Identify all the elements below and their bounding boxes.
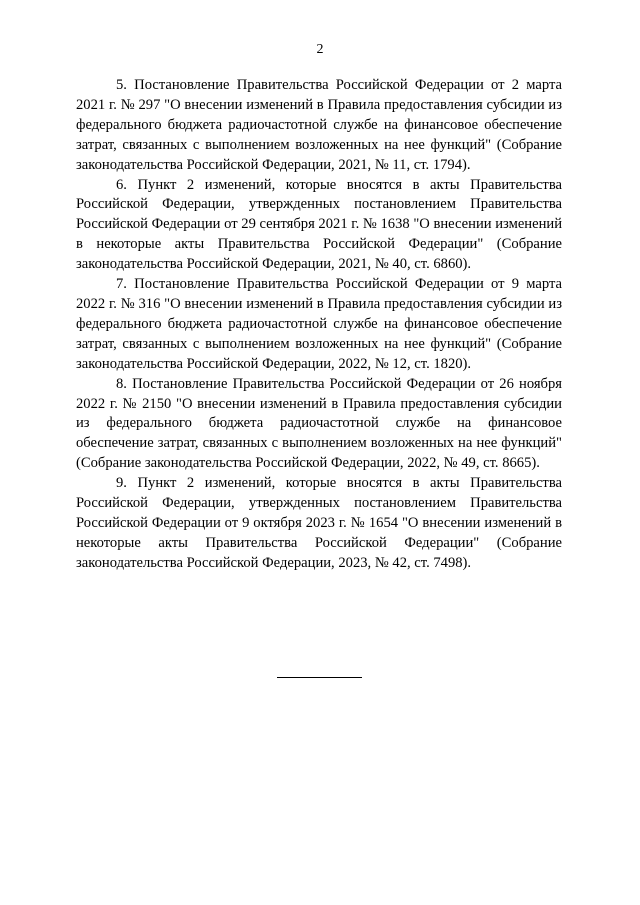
paragraph-item-5: 5. Постановление Правительства Российской Федерации от 2 марта 2021 г. № 297 "О внесении изменений в Правила предоставления субсидии из федерального бюджета радиочастотной службе на финансовое обеспечение затрат, связанных с выполнением возложенных на нее функций" (Собрание законодательства Российской Федерации, 2021, № 11, ст. 1794).: [76, 77, 562, 173]
paragraph-item-8: 8. Постановление Правительства Российской Федерации от 26 ноября 2022 г. № 2150 "О внесении изменений в Правила предоставления субсидии из федерального бюджета радиочастотной службе на финансовое обеспечение затрат, связанных с выполнением возложенных на нее функций" (Собрание законодательства Российской Федерации, 2022, № 49, ст. 8665).: [76, 375, 562, 472]
paragraph-item-9: 9. Пункт 2 изменений, которые вносятся в акты Правительства Российской Федерации, утвержденных постановлением Правительства Российской Федерации от 9 октября 2023 г. № 1654 "О внесении изменений в некоторые акты Правительства Российской Федерации" (Собрание законодательства Российской Федерации, 2023, № 42, ст. 7498).: [76, 475, 562, 571]
end-of-document-rule: [277, 677, 362, 678]
paragraph-item-7: 7. Постановление Правительства Российской Федерации от 9 марта 2022 г. № 316 "О внесении изменений в Правила предоставления субсидии из федерального бюджета радиочастотной службе на финансовое обеспечение затрат, связанных с выполнением возложенных на нее функций" (Собрание законодательства Российской Федерации, 2022, № 12, ст. 1820).: [76, 276, 562, 372]
document-body: [76, 76, 562, 574]
page-number: 2: [316, 42, 324, 57]
paragraph-item-6: 6. Пункт 2 изменений, которые вносятся в акты Правительства Российской Федерации, утвержденных постановлением Правительства Российской Федерации от 29 сентября 2021 г. № 1638 "О внесении изменений в некоторые акты Правительства Российской Федерации" (Собрание законодательства Российской Федерации, 2021, № 40, ст. 6860).: [76, 176, 563, 273]
